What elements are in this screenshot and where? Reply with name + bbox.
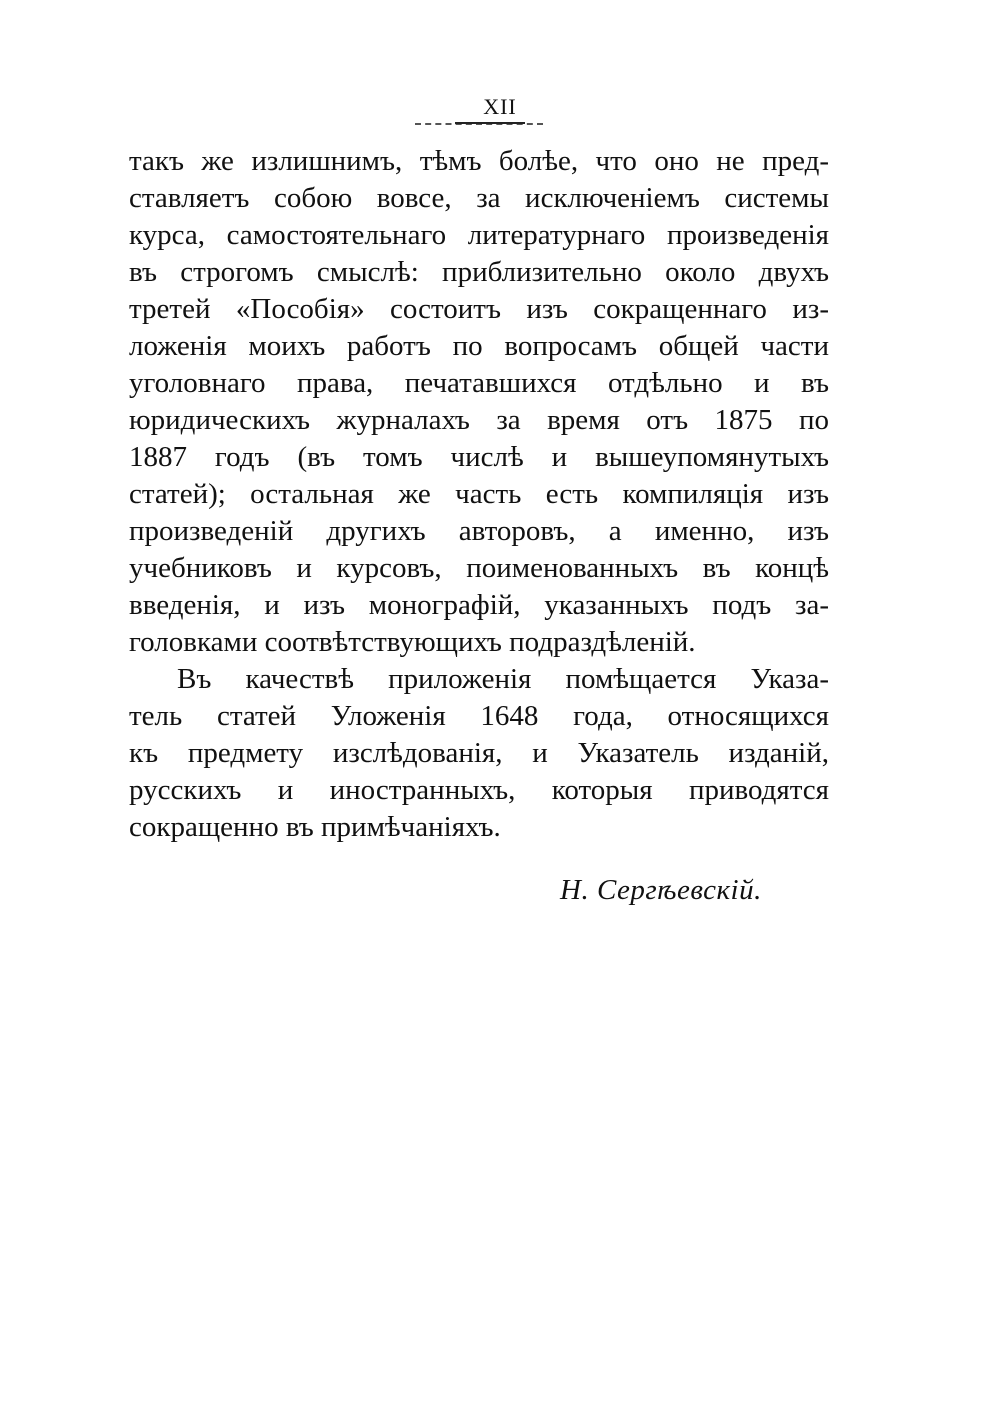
page-number: XII	[483, 94, 517, 119]
paragraph-line: произведеній другихъ авторовъ, а именно, изъ	[129, 515, 829, 547]
paragraph-line: Въ качествѣ приложенія помѣщается Указа-	[177, 663, 829, 695]
paragraph-line: уголовнаго права, печатавшихся отдѣльно и въ	[129, 367, 829, 399]
paragraph-line: третей «Пособія» состоитъ изъ сокращеннаго из-	[129, 293, 829, 325]
paragraph-line: юридическихъ журналахъ за время отъ 1875 по	[129, 404, 829, 436]
paragraph-1	[129, 143, 829, 661]
body-text	[129, 143, 829, 846]
header-solid-rule	[455, 122, 525, 124]
paragraph-line: русскихъ и иностранныхъ, которыя приводятся	[129, 774, 829, 806]
author-signature: Н. Сергѣевскій.	[560, 874, 762, 906]
paragraph-line: ставляетъ собою вовсе, за исключеніемъ системы	[129, 182, 829, 214]
paragraph-line: статей); остальная же часть есть компиляція изъ	[129, 478, 829, 510]
paragraph-2	[129, 661, 829, 846]
paragraph-line: 1887 годъ (въ томъ числѣ и вышеупомянутыхъ	[129, 441, 829, 473]
paragraph-line: тель статей Уложенія 1648 года, относящихся	[129, 700, 829, 732]
paragraph-line: къ предмету изслѣдованія, и Указатель изданій,	[129, 737, 829, 769]
paragraph-line: учебниковъ и курсовъ, поименованныхъ въ концѣ	[129, 552, 829, 584]
paragraph-line: сокращенно въ примѣчаніяхъ.	[129, 811, 501, 843]
paragraph-line: головками соотвѣтствующихъ подраздѣленій.	[129, 626, 696, 658]
paragraph-line: такъ же излишнимъ, тѣмъ болѣе, что оно не пред-	[129, 145, 829, 177]
paragraph-line: въ строгомъ смыслѣ: приблизительно около двухъ	[129, 256, 829, 288]
paragraph-line: курса, самостоятельнаго литературнаго произведенія	[129, 219, 829, 251]
paragraph-line: ложенія моихъ работъ по вопросамъ общей части	[129, 330, 829, 362]
paragraph-line: введенія, и изъ монографій, указанныхъ подъ за-	[129, 589, 829, 621]
